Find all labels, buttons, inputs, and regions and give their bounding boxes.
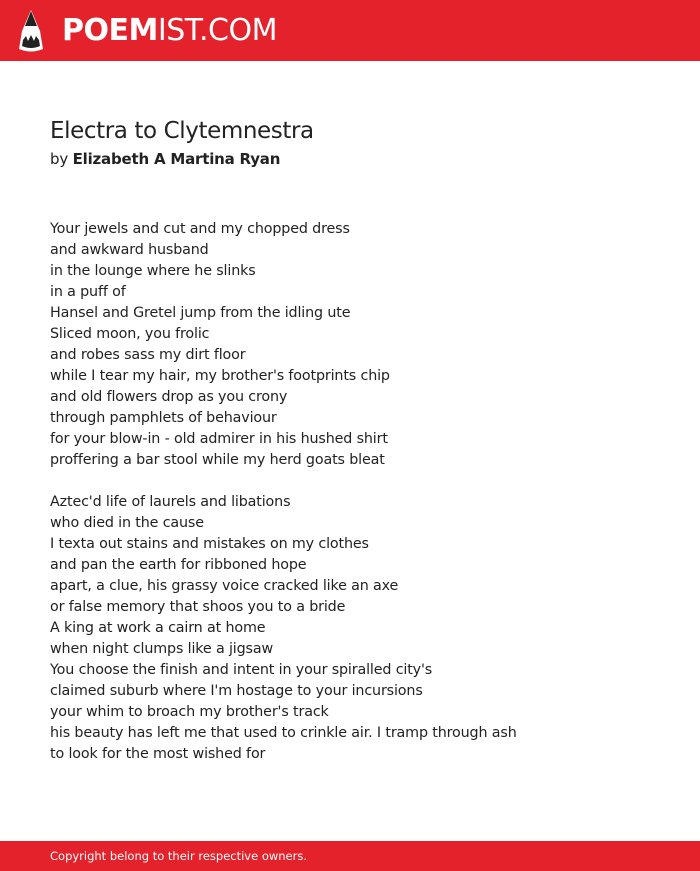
poem-line: in a puff of bbox=[50, 284, 126, 300]
poem-line: You choose the finish and intent in your spiralled city's bbox=[50, 662, 433, 678]
site-header bbox=[0, 0, 700, 61]
logo-bold-text: POEM bbox=[62, 13, 158, 48]
poem-title: Electra to Clytemnestra bbox=[50, 118, 314, 144]
poem-line: while I tear my hair, my brother's footprints chip bbox=[50, 368, 390, 384]
by-label: by bbox=[50, 150, 68, 168]
poem-line: for your blow-in - old admirer in his hushed shirt bbox=[50, 431, 388, 447]
author-name: Elizabeth A Martina Ryan bbox=[72, 150, 281, 168]
poem-line: Your jewels and cut and my chopped dress bbox=[50, 221, 350, 237]
poem-line: and old flowers drop as you crony bbox=[50, 389, 288, 405]
poem-line: and awkward husband bbox=[50, 242, 209, 258]
poem-line: Aztec'd life of laurels and libations bbox=[50, 494, 291, 510]
poem-line: claimed suburb where I'm hostage to your incursions bbox=[50, 683, 423, 699]
poem-line: his beauty has left me that used to crinkle air. I tramp through ash bbox=[50, 725, 517, 741]
poem-line: Sliced moon, you frolic bbox=[50, 326, 210, 342]
poem-line: Hansel and Gretel jump from the idling ute bbox=[50, 305, 351, 321]
poem-line: proffering a bar stool while my herd goats bleat bbox=[50, 452, 385, 468]
poem-line: in the lounge where he slinks bbox=[50, 263, 256, 279]
poem-line: I texta out stains and mistakes on my clothes bbox=[50, 536, 369, 552]
byline bbox=[50, 148, 280, 170]
poem-line: apart, a clue, his grassy voice cracked like an axe bbox=[50, 578, 399, 594]
stanza bbox=[50, 492, 670, 765]
stanza bbox=[50, 219, 670, 471]
copyright-notice: Copyright belong to their respective owners. bbox=[50, 849, 308, 863]
pen-nib-icon[interactable] bbox=[17, 9, 45, 53]
poem-line: your whim to broach my brother's track bbox=[50, 704, 329, 720]
site-logo[interactable] bbox=[62, 11, 277, 51]
logo-light-text: IST.COM bbox=[157, 13, 277, 48]
poem-line: when night clumps like a jigsaw bbox=[50, 641, 273, 657]
site-footer bbox=[0, 841, 700, 871]
poem-line: and pan the earth for ribboned hope bbox=[50, 557, 307, 573]
poem-line: or false memory that shoos you to a bride bbox=[50, 599, 346, 615]
poem-line: to look for the most wished for bbox=[50, 746, 266, 762]
poem-line: who died in the cause bbox=[50, 515, 204, 531]
poem-line: through pamphlets of behaviour bbox=[50, 410, 277, 426]
poem-line: and robes sass my dirt floor bbox=[50, 347, 246, 363]
poem-line: A king at work a cairn at home bbox=[50, 620, 266, 636]
poem-body bbox=[50, 219, 670, 786]
